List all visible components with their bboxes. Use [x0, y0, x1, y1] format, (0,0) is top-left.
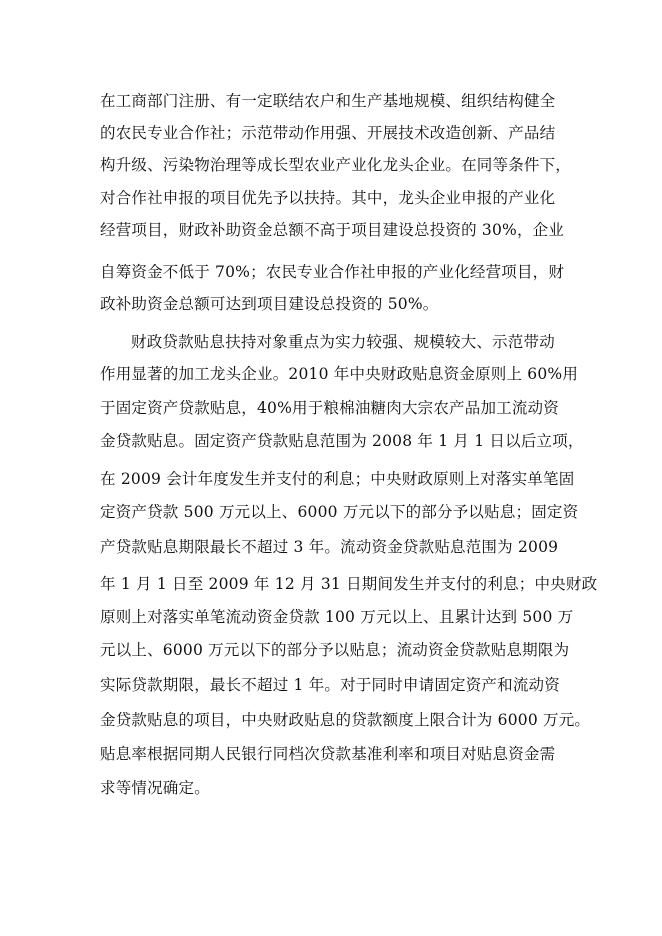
- text-line: 政补助资金总额可达到项目建设总投资的 50%。: [100, 295, 439, 313]
- text-line: 于固定资产贷款贴息，40%用于粮棉油糖肉大宗农产品加工流动资: [100, 399, 559, 417]
- text-line: 贴息率根据同期人民银行同档次贷款基准利率和项目对贴息资金需: [100, 745, 556, 763]
- text-line: 元以上、6000 万元以下的部分予以贴息；流动资金贷款贴息期限为: [100, 641, 570, 659]
- text-line: 对合作社申报的项目优先予以扶持。其中，龙头企业申报的产业化: [100, 189, 556, 207]
- text-line: 实际贷款期限，最长不超过 1 年。对于同时申请固定资产和流动资: [100, 676, 560, 694]
- text-line: 金贷款贴息。固定资产贷款贴息范围为 2008 年 1 月 1 日以后立项，: [100, 432, 584, 450]
- text-line: 年 1 月 1 日至 2009 年 12 月 31 日期间发生并支付的利息；中央财政: [100, 575, 598, 593]
- text-line: 经营项目，财政补助资金总额不高于项目建设总投资的 30%，企业: [100, 221, 565, 239]
- text-line: 自筹资金不低于 70%；农民专业合作社申报的产业化经营项目，财: [100, 263, 565, 281]
- text-line: 产贷款贴息期限最长不超过 3 年。流动资金贷款贴息范围为 2009: [100, 538, 559, 556]
- text-line: 在工商部门注册、有一定联结农户和生产基地规模、组织结构健全: [100, 92, 556, 110]
- text-line: 作用显著的加工龙头企业。2010 年中央财政贴息资金原则上 60%用: [100, 365, 579, 383]
- text-line: 定资产贷款 500 万元以上、6000 万元以下的部分予以贴息；固定资: [100, 503, 579, 521]
- text-line: 财政贷款贴息扶持对象重点为实力较强、规模较大、示范带动: [131, 333, 555, 351]
- text-line: 金贷款贴息的项目，中央财政贴息的贷款额度上限合计为 6000 万元。: [100, 711, 591, 729]
- text-line: 的农民专业合作社；示范带动作用强、开展技术改造创新、产品结: [100, 124, 556, 142]
- text-line: 构升级、污染物治理等成长型农业产业化龙头企业。在同等条件下，: [100, 156, 572, 174]
- text-line: 求等情况确定。: [100, 779, 210, 797]
- text-line: 在 2009 会计年度发生并支付的利息；中央财政原则上对落实单笔固: [100, 470, 575, 488]
- text-line: 原则上对落实单笔流动资金贷款 100 万元以上、且累计达到 500 万: [100, 608, 574, 626]
